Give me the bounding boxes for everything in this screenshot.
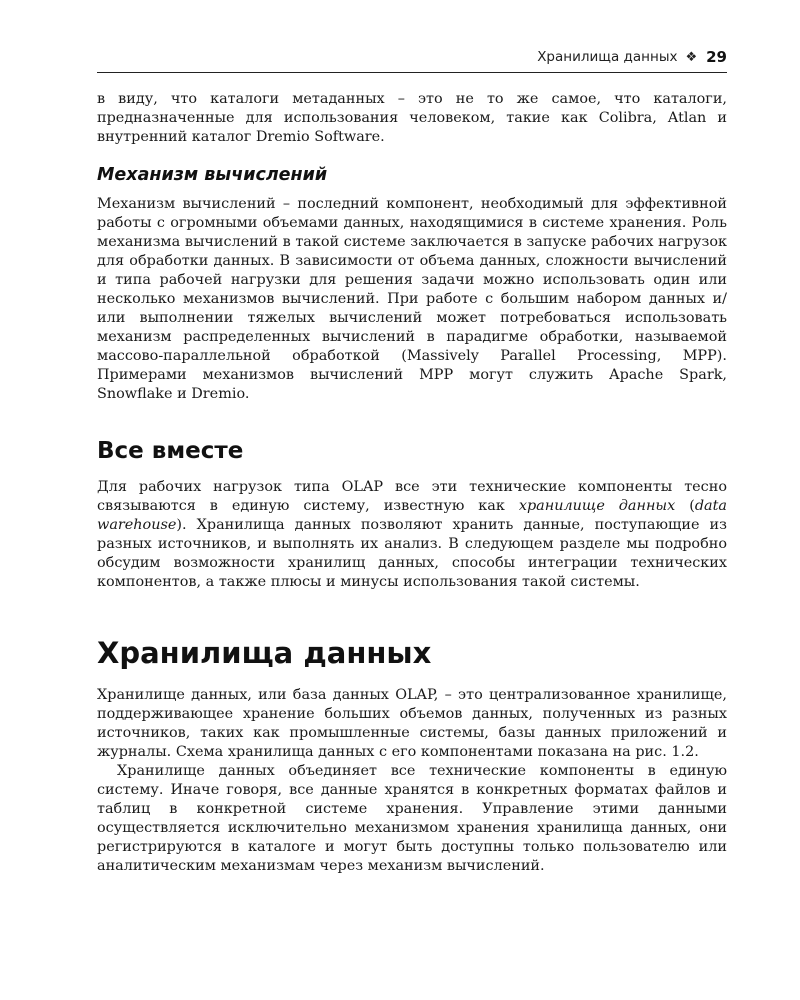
subheading-compute-engine: Механизм вычислений [97,165,328,185]
page-header [97,46,727,73]
paragraph-all-together [97,478,727,592]
page-number: 29 [706,48,727,66]
ornament-icon: ❖ [685,49,698,65]
heading-all-together: Все вместе [97,438,244,464]
heading-data-warehouses: Хранилища данных [97,636,432,670]
term-data-warehouse-en: data warehouse [97,498,727,533]
running-title: Хранилища данных [537,49,678,65]
text-segment: Для рабочих нагрузок типа OLAP все эти технические компоненты тесно связываются в единую систему, известную как [97,479,727,514]
text-segment: ). Хранилища данных позволяют хранить данные, поступающие из разных источников, и выполнять их анализ. В следующем разделе мы подробно обсудим возможности хранилищ данных, способы интеграции технических компонентов, а также плюсы и минусы использования такой системы. [97,517,727,590]
paragraph-compute-engine: Механизм вычислений – последний компонент, необходимый для эффективной работы с огромными объемами данных, находящимися в системе хранения. Роль механизма вычислений в такой системе заключается в запуске рабочих нагрузок для обработки данных. В зависимости от объема данных, сложности вычислений и типа рабочей нагрузки для решения задачи можно использовать один или несколько механизмов вычислений. При работе с большим набором данных и/или выполнении тяжелых вычислений может потребоваться использовать механизм распределенных вычислений в парадигме обработки, называемой массово-параллельной обработкой (Massively Parallel Processing, MPP). Примерами механизмов вычислений MPP могут служить Apache Spark, Snowflake и Dremio. [97,196,727,402]
paragraph-warehouse-components: Хранилище данных объединяет все технические компоненты в единую систему. Иначе говоря, все данные хранятся в конкретных форматах файлов и таблиц в конкретной системе хранения. Управление этими данными осуществляется исключительно механизмом хранения хранилища данных, они регистрируются в каталоге и могут быть доступны только пользователю или аналитическим механизмам через механизм вычислений. [97,763,727,874]
paragraph-warehouse-definition: Хранилище данных, или база данных OLAP, – это централизованное хранилище, поддерживающее хранение больших объемов данных, полученных из разных источников, таких как промышленные системы, базы данных приложений и журналы. Схема хранилища данных с его компонентами показана на рис. 1.2. [97,687,727,760]
text-segment: ( [675,498,695,514]
paragraph-intro: в виду, что каталоги метаданных – это не то же самое, что каталоги, предназначенные для использования человеком, такие как Colibra, Atlan и внутренний каталог Dremio Software. [97,91,727,145]
term-data-warehouse-ru: хранилище данных [518,498,676,514]
page-content [97,90,727,876]
